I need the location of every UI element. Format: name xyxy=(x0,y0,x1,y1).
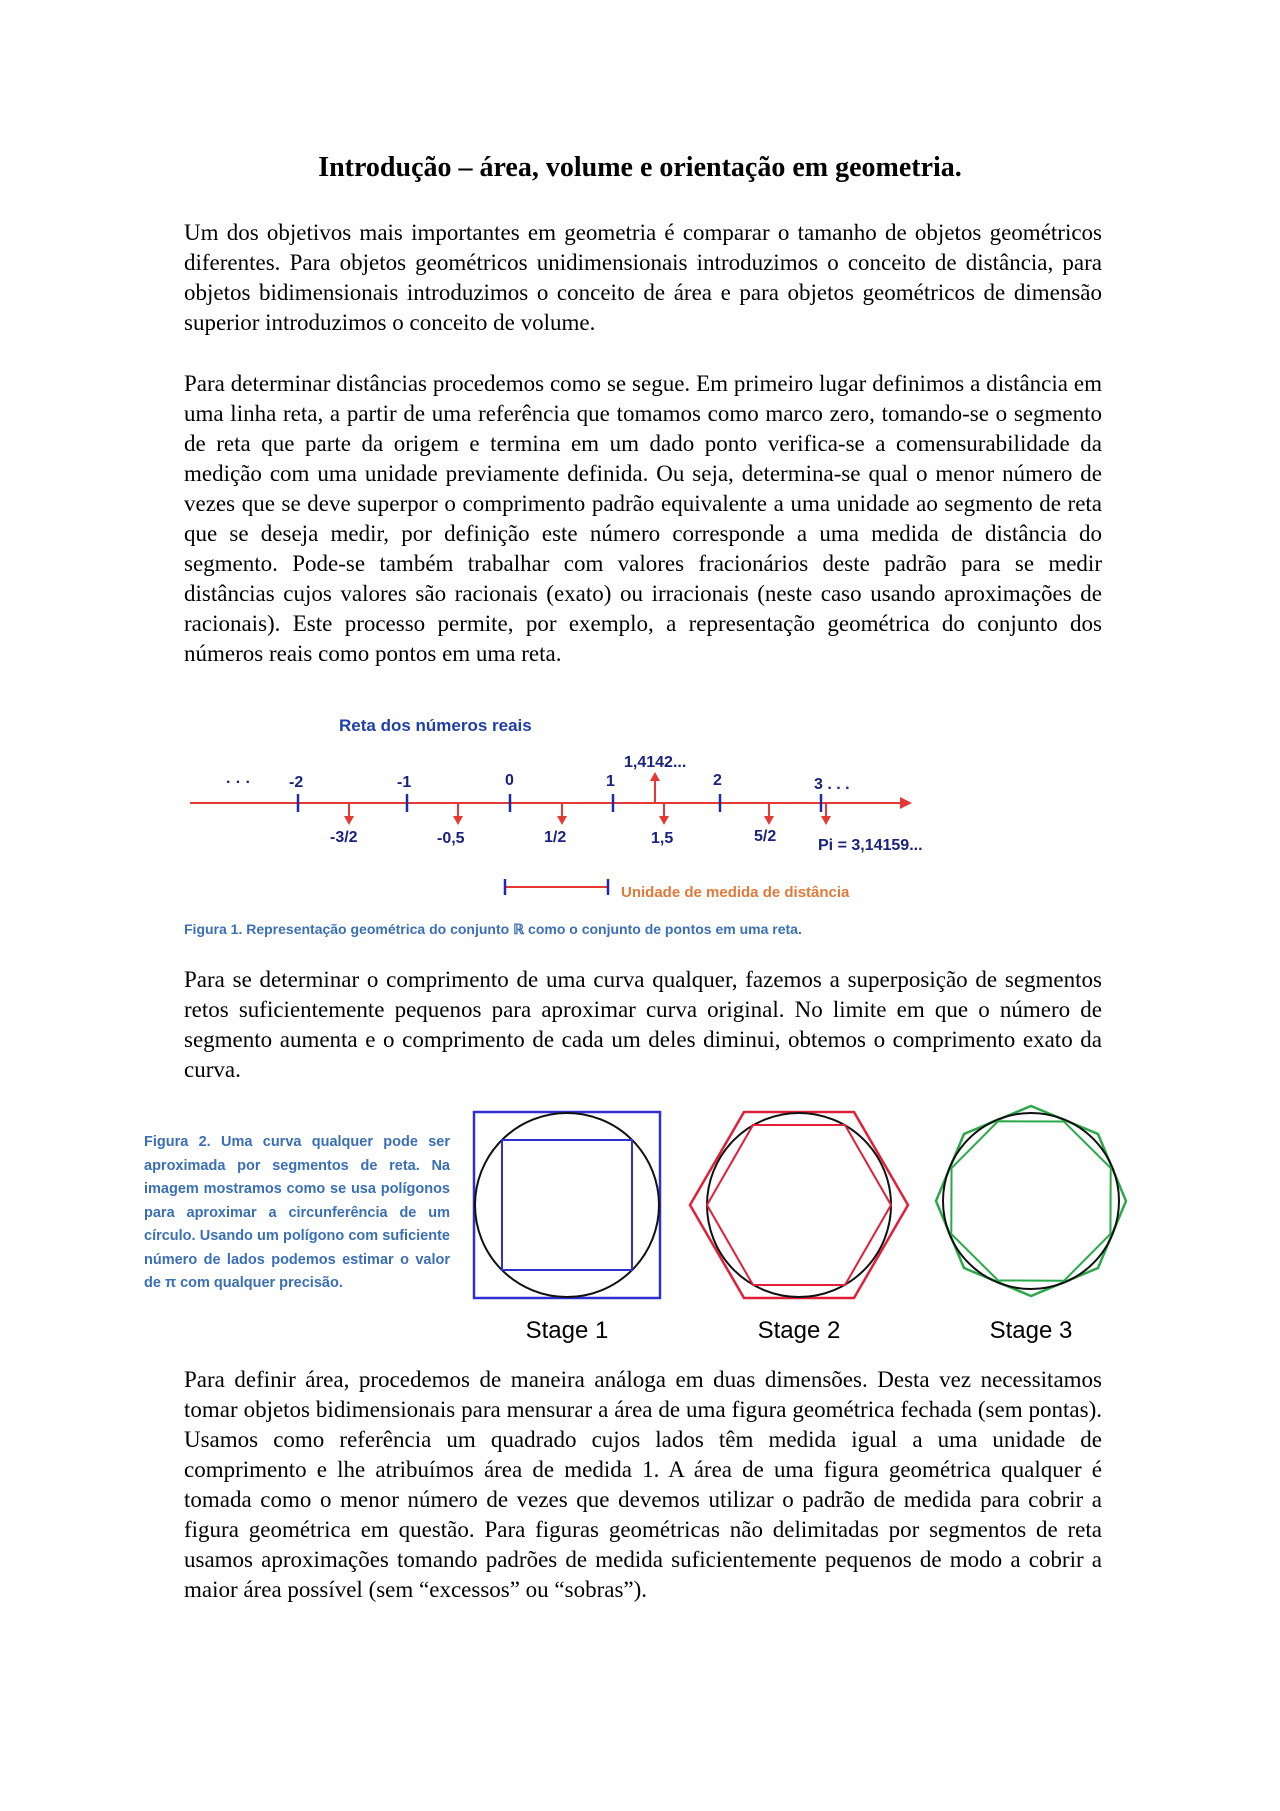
label-0: 0 xyxy=(505,772,514,789)
label-1-5: 1,5 xyxy=(651,830,674,847)
paragraph-area: Para definir área, procedemos de maneira análoga em duas dimensões. Desta vez necessitamos tomar objetos bidimensionais para mensurar a área de uma figura geométrica fechada (sem pontas). Usamos como referência um quadrado cujos lados têm medida igual a uma unidade de comprimento e lhe atribuímos área de medida 1. A área de uma figura geométrica qualquer é tomada como o menor número de vezes que devemos utilizar o padrão de medida para cobrir a figura geométrica em questão. Para figuras geométricas não delimitadas por segmentos de reta usamos aproximações tomando padrões de medida suficientemente pequenos de modo a cobrir a maior área possível (sem “excessos” ou “sobras”). xyxy=(184,1367,1102,1602)
stage1-diagram xyxy=(474,1112,660,1298)
stage3-diagram xyxy=(919,1089,1144,1314)
stage1-circle xyxy=(475,1113,659,1297)
stage1-outer-square xyxy=(474,1112,660,1298)
label-minus-3-2: -3/2 xyxy=(330,829,358,846)
stage3-inner-octagon xyxy=(919,1089,1144,1314)
label-2: 2 xyxy=(713,772,722,789)
arrow-sqrt2-head xyxy=(650,772,660,781)
stage2-diagram xyxy=(690,1112,908,1298)
label-1: 1 xyxy=(606,773,615,790)
dots-left: · · · xyxy=(226,774,251,791)
fraction-arrows xyxy=(344,803,831,825)
stage2-circle xyxy=(707,1113,891,1297)
stage1-label: Stage 1 xyxy=(525,1317,609,1344)
stage3-label: Stage 3 xyxy=(989,1317,1073,1344)
label-minus-0-5: -0,5 xyxy=(437,830,465,847)
stage3-outer-octagon xyxy=(936,1106,1126,1296)
stage1-inner-square xyxy=(502,1140,632,1270)
paragraph-intro: Um dos objetivos mais importantes em geometria é comparar o tamanho de objetos geométricos diferentes. Para objetos geométricos unidimensionais introduzimos o conceito de distância, para objetos bidimensionais introduzimos o conceito de área e para objetos geométricos de dimensão superior introduzimos o conceito de volume. xyxy=(184,220,1102,335)
unit-label: Unidade de medida de distância xyxy=(621,884,850,901)
stage2-outer-hexagon xyxy=(690,1112,908,1298)
figure1-caption: Figura 1. Representação geométrica do conjunto ℝ como o conjunto de pontos em uma reta. xyxy=(184,921,802,937)
stage3-circle xyxy=(943,1113,1119,1289)
page-title: Introdução – área, volume e orientação em geometria. xyxy=(318,152,962,183)
number-line-title: Reta dos números reais xyxy=(339,716,532,735)
stage2-inner-hexagon xyxy=(707,1125,891,1285)
paragraph-distance: Para determinar distâncias procedemos como se segue. Em primeiro lugar definimos a distância em uma linha reta, a partir de uma referência que tomamos como marco zero, tomando-se o segmento de reta que parte da origem e termina em um dado ponto verifica-se a comensurabilidade da medição com uma unidade previamente definida. Ou seja, determina-se qual o menor número de vezes que se deve superpor o comprimento padrão equivalente a uma unidade ao segmento de reta que se deseja medir, por definição este número corresponde a uma medida de distância do segmento. Pode-se também trabalhar com valores fracionários deste padrão para se medir distâncias cujos valores são racionais (exato) ou irracionais (neste caso usando aproximações de racionais). Este processo permite, por exemplo, a representação geométrica do conjunto dos números reais como pontos em uma reta. xyxy=(184,371,1102,666)
number-line-arrowhead xyxy=(900,797,912,809)
label-minus-2: -2 xyxy=(289,774,304,791)
label-pi: Pi = 3,14159... xyxy=(818,837,923,854)
label-minus-1: -1 xyxy=(397,774,412,791)
label-1-2: 1/2 xyxy=(544,829,567,846)
label-sqrt2: 1,4142... xyxy=(624,754,687,771)
label-5-2: 5/2 xyxy=(754,828,777,845)
stage2-label: Stage 2 xyxy=(757,1317,841,1344)
label-3: 3 . . . xyxy=(814,776,850,793)
paragraph-curve-length: Para se determinar o comprimento de uma curva qualquer, fazemos a superposição de segmentos retos suficientemente pequenos para aproximar curva original. No limite em que o número de segmento aumenta e o comprimento de cada um deles diminui, obtemos o comprimento exato da curva. xyxy=(184,967,1102,1082)
figure2-caption: Figura 2. Uma curva qualquer pode ser aproximada por segmentos de reta. Na imagem mostramos como se usa polígonos para aproximar a circunferência de um círculo. Usando um polígono com suficiente número de lados podemos estimar o valor de π com qualquer precisão. xyxy=(144,1134,450,1291)
